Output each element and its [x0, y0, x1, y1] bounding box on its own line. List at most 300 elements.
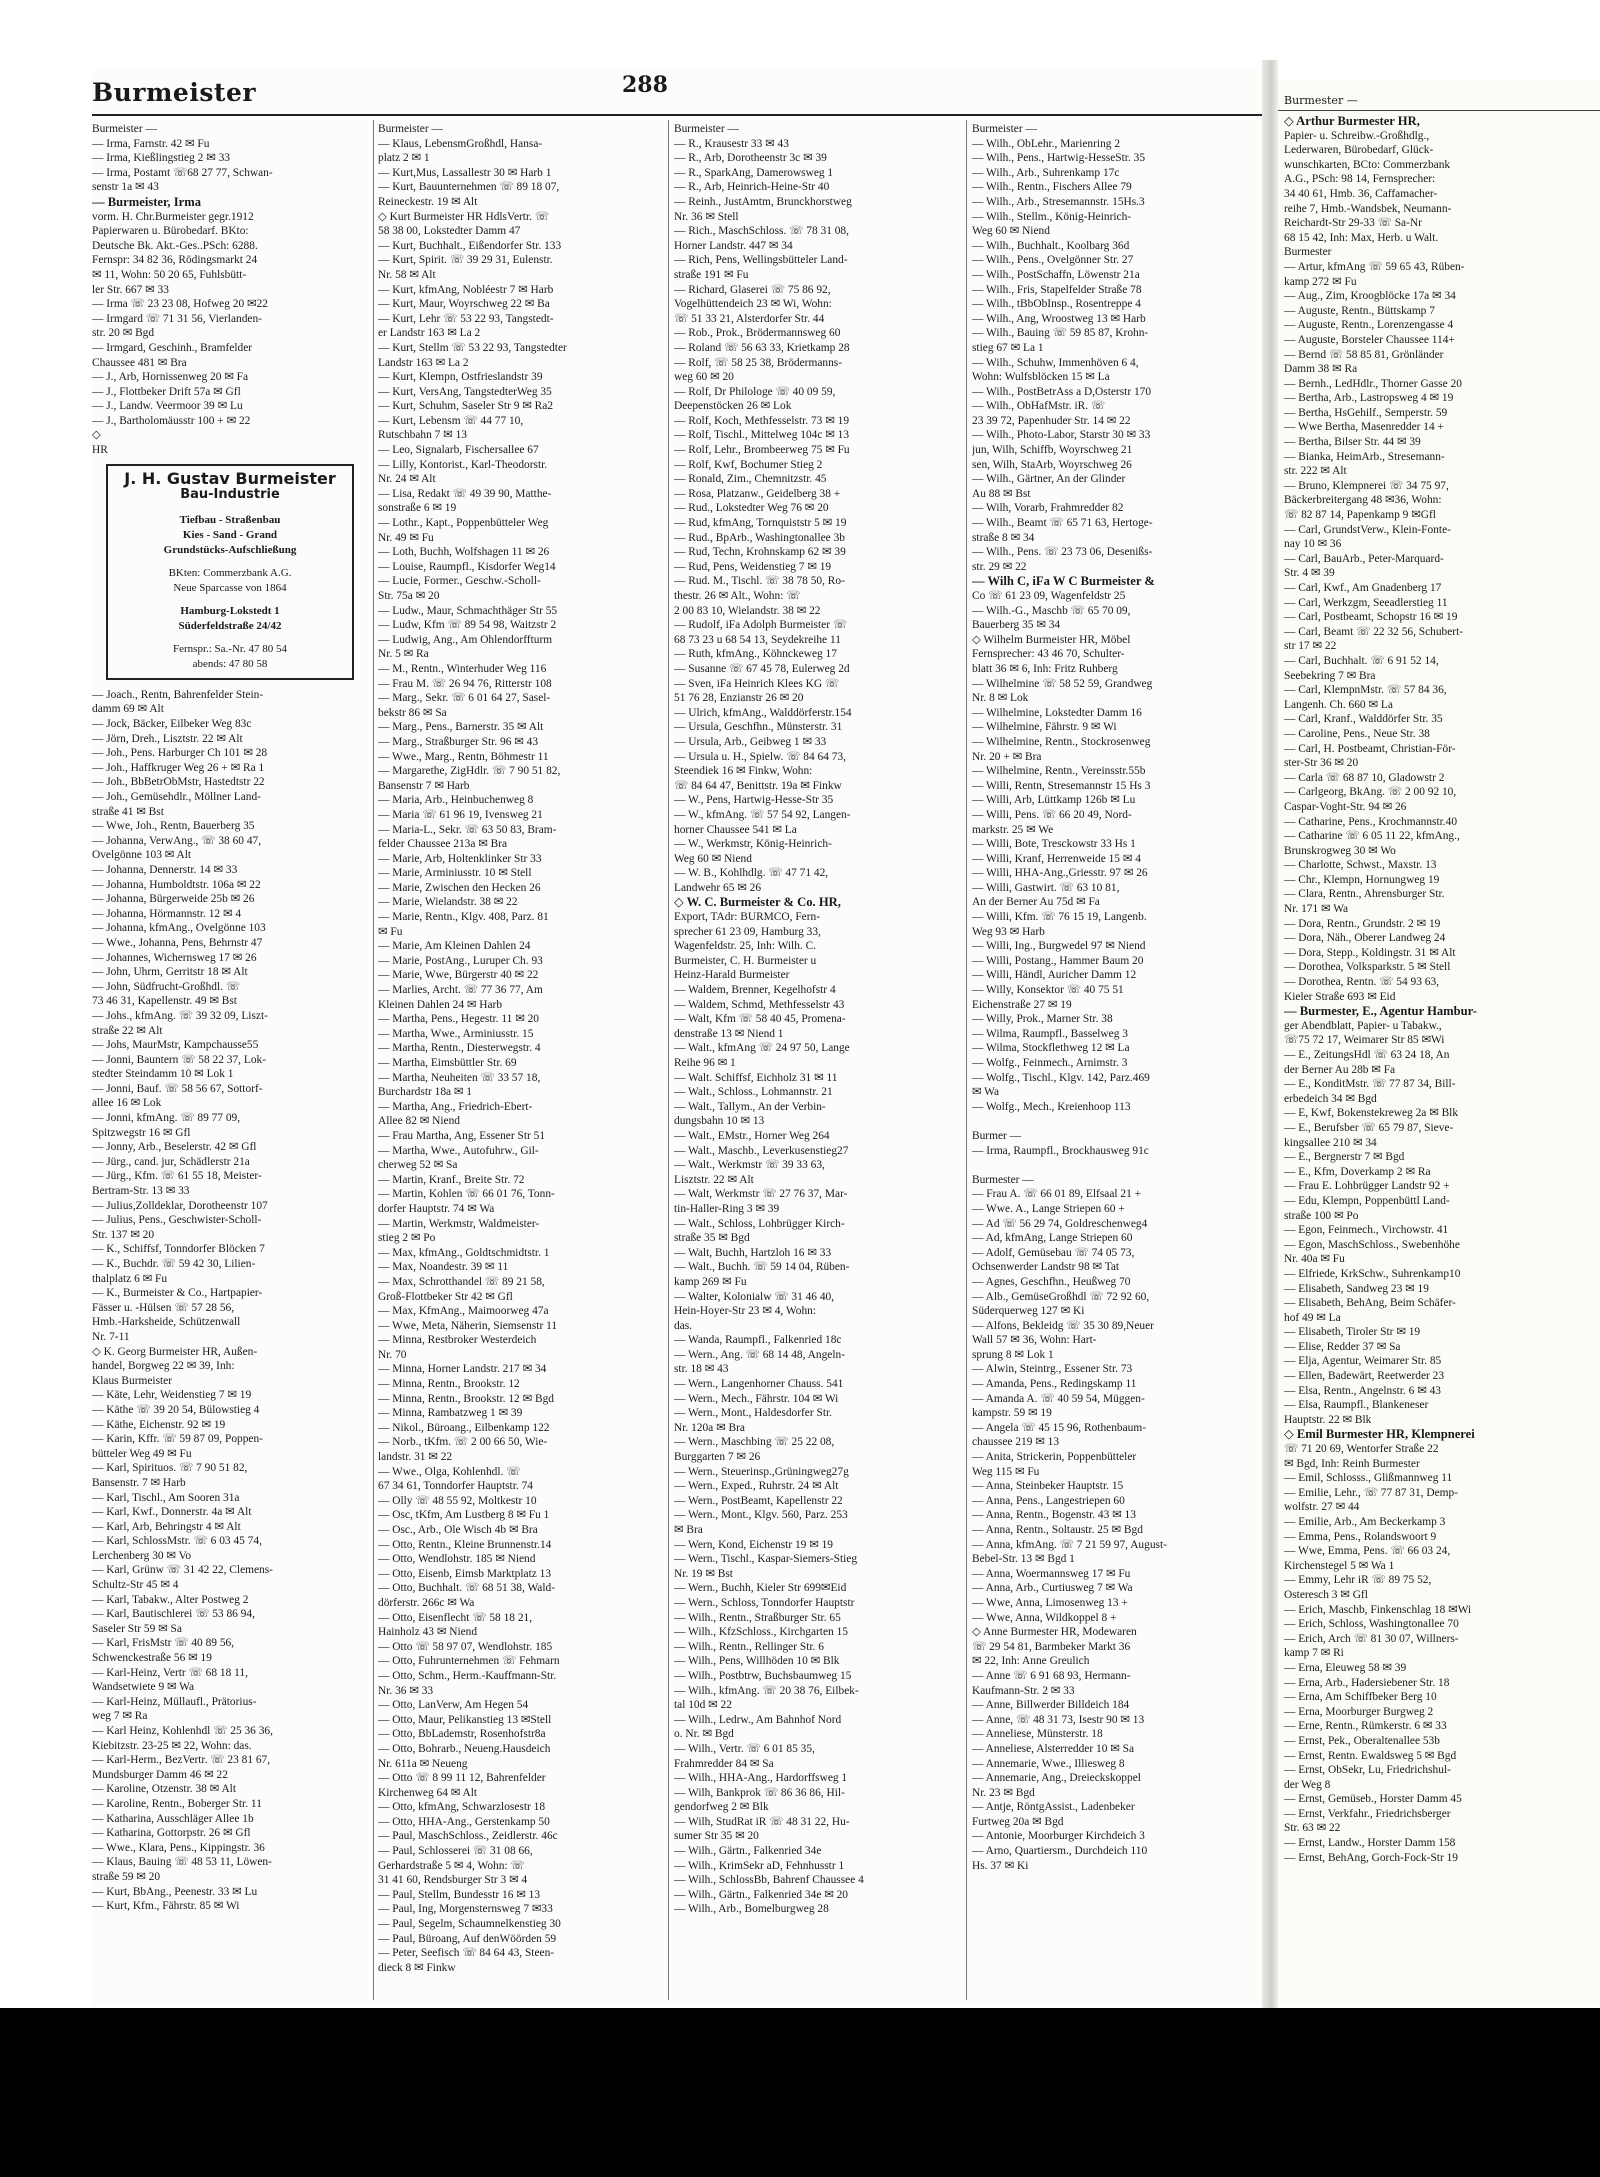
directory-entry-line: — Otto, kfmAng, Schwarzlosestr 18	[378, 1801, 546, 1814]
directory-entry-line: Burggarten 7 ✉ 26	[674, 1451, 761, 1464]
directory-entry-line: — Willi, Arb, Lüttkamp 126b ✉ Lu	[972, 794, 1136, 807]
directory-entry-line: — J., Arb, Hornissenweg 20 ✉ Fa	[92, 371, 249, 384]
directory-entry-line: ✉ Bgd, Inh: Reinh Burmester	[1284, 1457, 1420, 1470]
directory-entry-line: — J., Flottbeker Drift 57a ✉ Gfl	[92, 385, 241, 398]
directory-entry-line: straße 191 ✉ Fu	[674, 268, 749, 281]
directory-entry-line: — Rud, kfmAng, Tornquiststr 5 ✉ 19	[674, 517, 847, 530]
directory-entry-line: — Martha, Wwe., Autofuhrw., Gil-	[378, 1144, 539, 1157]
directory-entry-line: — E., ZeitungsHdl ☏ 63 24 18, An	[1284, 1049, 1450, 1061]
directory-entry-line: — Frau M. ☏ 26 94 76, Ritterstr 108	[378, 677, 552, 690]
directory-entry-line: das.	[674, 1319, 693, 1332]
directory-entry-line: Lederwaren, Bürobedarf, Glück-	[1284, 144, 1434, 157]
directory-entry-line: — Otto, Eisenb, Eimsb Marktplatz 13	[378, 1567, 552, 1580]
ad-text-line: Neue Sparcasse von 1864	[173, 581, 287, 594]
directory-entry-line: str. 18 ✉ 43	[674, 1363, 729, 1376]
directory-entry-line: — Paul, Büroang, Auf denWöörden 59	[378, 1932, 557, 1945]
directory-entry-line: — Ludw., Maur, Schmachthäger Str 55	[378, 604, 558, 617]
directory-entry-line: — Antonie, Moorburger Kirchdeich 3	[972, 1830, 1145, 1843]
directory-entry-line: — Jonni, Bauntern ☏ 58 22 37, Lok-	[92, 1053, 267, 1066]
directory-entry-line: — Johanna, Hörmannstr. 12 ✉ 4	[92, 907, 242, 920]
directory-entry-line: — Max, kfmAng., Goldtschmidtstr. 1	[378, 1246, 550, 1259]
directory-entry-line: Str. 4 ✉ 39	[1284, 567, 1335, 580]
directory-entry-line: — Wwe., Johanna, Pens, Behrnstr 47	[92, 936, 263, 949]
directory-entry-line: Burmeister, C. H. Burmeister u	[674, 954, 817, 967]
directory-entry-line: ler Str. 667 ✉ 33	[92, 283, 169, 296]
directory-entry-line: kamp 269 ✉ Fu	[674, 1275, 747, 1288]
directory-entry-line: Wagenfeldstr. 25, Inh: Wilh. C.	[674, 940, 817, 953]
directory-entry-line: — Otto, Buchhalt. ☏ 68 51 38, Wald-	[378, 1582, 555, 1595]
hr-marker: HR	[92, 444, 108, 457]
directory-entry-line: — K., Buchdr. ☏ 59 42 30, Lilien-	[92, 1258, 256, 1270]
directory-entry-line: — Ernst, Rentn. Ewaldsweg 5 ✉ Bgd	[1284, 1749, 1457, 1762]
directory-entry-line: — Karl, SchlossMstr. ☏ 6 03 45 74,	[92, 1535, 262, 1548]
directory-entry-line: sprung 8 ✉ Lok 1	[972, 1348, 1054, 1361]
directory-entry-line: Nr. 19 ✉ Bst	[674, 1567, 733, 1580]
directory-entry-line: Vogelhüttendeich 23 ✉ Wi, Wohn:	[674, 298, 832, 311]
directory-entry-line: — Willi, Ing., Burgwedel 97 ✉ Niend	[972, 940, 1146, 953]
directory-entry-line: 68 73 23 u 68 54 13, Seydekreihe 11	[674, 633, 841, 646]
directory-entry-line: — Wilhelmine ☏ 58 52 59, Grandweg	[972, 677, 1153, 690]
directory-entry-line: damm 69 ✉ Alt	[92, 703, 164, 716]
directory-entry-line: — Willy, Konsektor ☏ 40 75 51	[972, 984, 1124, 997]
directory-entry-line: — Kurt, kfmAng, Nobléestr 7 ✉ Harb	[378, 283, 554, 296]
directory-entry-line: Str. 137 ✉ 20	[92, 1228, 155, 1241]
directory-entry-line: — Otto, Rentn., Kleine Brunnenstr.14	[378, 1538, 552, 1551]
directory-entry-line: — Otto, Bohrarb., Neueng.Hausdeich	[378, 1742, 551, 1755]
directory-entry-line: — Carl, Postbeamt, Schopstr 16 ✉ 19	[1284, 611, 1458, 624]
directory-entry-line: straße 8 ✉ 34	[972, 531, 1035, 544]
directory-entry-line: — Wilh., Gärtner, An der Glinder	[972, 473, 1126, 486]
directory-entry-line: Burchardstr 18a ✉ 1	[378, 1086, 473, 1099]
ad-subtitle: Bau-Industrie	[180, 487, 280, 503]
directory-entry-line: — Johanna, Bürgerweide 25b ✉ 26	[92, 893, 255, 906]
directory-entry-line: — Edu, Klempn, Poppenbüttl Land-	[1284, 1194, 1450, 1207]
entries-after-ad	[92, 688, 368, 1914]
directory-entry-line: — Kurt, VersAng, TangstedterWeg 35	[378, 385, 552, 398]
directory-entry-line: — Ernst, Gemüseb., Horster Damm 45	[1284, 1793, 1462, 1806]
directory-entry-line: — Wilh., Rentn., Rellinger Str. 6	[674, 1640, 824, 1653]
directory-entry-line: 67 34 61, Tonndorfer Hauptstr. 74	[378, 1480, 533, 1493]
directory-entry-line: — Alb., GemüseGroßhdl ☏ 72 92 60,	[972, 1290, 1150, 1303]
directory-entry-line: — Jürg., Kfm. ☏ 61 55 18, Meister-	[92, 1170, 262, 1183]
directory-entry-line: — Johs, MaurMstr, Kampchausse55	[92, 1039, 259, 1052]
directory-column-3	[674, 122, 950, 2002]
directory-entry-line: — Ursula u. H., Spielw. ☏ 84 64 73,	[674, 750, 847, 763]
advertisement-box	[106, 464, 354, 680]
directory-entry-line: — Anna, Pens., Langestriepen 60	[972, 1494, 1125, 1507]
directory-entry-line: ☏ 71 20 69, Wentorfer Straße 22	[1284, 1443, 1439, 1456]
directory-entry-line: — Alwin, Steintrg., Essener Str. 73	[972, 1363, 1133, 1376]
directory-entry-line: Spitzwegstr 16 ✉ Gfl	[92, 1126, 191, 1139]
directory-entry-line: — Ad ☏ 56 29 74, Goldreschenweg4	[972, 1217, 1148, 1230]
directory-entry-line: — Paul, Ing, Morgensternsweg 7 ✉33	[378, 1903, 553, 1916]
directory-entry-line: — Carl, Werkzgm, Seeadlerstieg 11	[1284, 596, 1448, 609]
book-gutter	[1262, 60, 1278, 2008]
directory-entry-line: — Erna, Arb., Hadersiebener Str. 18	[1284, 1676, 1450, 1689]
directory-entry-line: — Käthe ☏ 39 20 54, Bülowstieg 4	[92, 1403, 260, 1416]
directory-entry-line: — Catharine ☏ 6 05 11 22, kfmAng.,	[1284, 830, 1460, 843]
directory-entry-line: — Max, KfmAng., Maimoorweg 47a	[378, 1305, 549, 1318]
directory-entry-line: Nr. 24 ✉ Alt	[378, 473, 436, 486]
directory-entry-line: str. 222 ✉ Alt	[1284, 465, 1347, 478]
directory-entry-line: Allee 82 ✉ Niend	[378, 1115, 460, 1128]
directory-entry-line: — Anna, Arb., Curtiusweg 7 ✉ Wa	[972, 1582, 1133, 1595]
directory-entry-line: straße 59 ✉ 20	[92, 1870, 161, 1883]
directory-entry-line: ◇ Kurt Burmeister HR HdlsVertr. ☏	[378, 210, 550, 223]
directory-entry-line: — Wilh., Beamt ☏ 65 71 63, Hertoge-	[972, 517, 1153, 530]
directory-entry-line: — Karl Heinz, Kohlenhdl ☏ 25 36 36,	[92, 1725, 273, 1737]
directory-entry-line: — Bernd ☏ 58 85 81, Grönländer	[1284, 348, 1444, 361]
directory-entry-line: Langenh. Ch. 660 ✉ La	[1284, 698, 1393, 711]
directory-entry-line: Burmeister —	[378, 123, 443, 135]
directory-entry-line: Fernsprecher: 43 46 70, Schulter-	[972, 648, 1125, 661]
ad-text-line: abends: 47 80 58	[192, 657, 268, 670]
directory-entry-line: — Nikol., Büroang., Eilbenkamp 122	[378, 1421, 550, 1434]
directory-entry-line: — Erich, Schloss, Washingtonallee 70	[1284, 1618, 1459, 1631]
directory-entry-line: Str. 75a ✉ 20	[378, 590, 440, 602]
directory-entry-line: — Minna, Horner Landstr. 217 ✉ 34	[378, 1363, 547, 1376]
directory-entry-line: Klaus Burmeister	[92, 1374, 173, 1387]
directory-entry-line: Nr. 40a ✉ Fu	[1284, 1253, 1345, 1266]
directory-entry-line: — Willi, Bote, Tresckowstr 33 Hs 1	[972, 838, 1136, 851]
directory-entry-line: — Walt., Werkmstr ☏ 39 33 63,	[674, 1159, 825, 1172]
directory-entry-line: — Marie, Zwischen den Hecken 26	[378, 881, 541, 894]
directory-entry-line: nay 10 ✉ 36	[1284, 538, 1342, 551]
directory-entry-line: — Paul, Schlosserei ☏ 31 08 66,	[378, 1845, 533, 1858]
directory-entry-line: — Bertha, Arb., Lastropsweg 4 ✉ 19	[1284, 392, 1454, 405]
directory-entry-line: thestr. 26 ✉ Alt., Wohn: ☏	[674, 590, 801, 602]
directory-entry-line: Burmer —	[972, 1129, 1022, 1142]
directory-entry-line: Export, TAdr: BURMCO, Fern-	[674, 911, 821, 924]
directory-entry-line: Co ☏ 61 23 09, Wagenfeldstr 25	[972, 590, 1126, 602]
directory-entry-line: — Wilh, Bankprok ☏ 86 36 86, Hil-	[674, 1786, 845, 1799]
directory-entry-line: — Wilh., Pens., Ovelgönner Str. 27	[972, 254, 1134, 267]
directory-entry-line: ☏ 29 54 81, Barmbeker Markt 36	[972, 1640, 1131, 1653]
directory-entry-line: — Martha, Wwe., Arminiusstr. 15	[378, 1027, 534, 1040]
directory-entry-line: — Wilh., Ang, Wroostweg 13 ✉ Harb	[972, 312, 1146, 325]
directory-entry-line: — Wern., Maschbing ☏ 25 22 08,	[674, 1436, 835, 1449]
directory-entry-line: Ochsenwerder Landstr 98 ✉ Tat	[972, 1261, 1120, 1274]
directory-entry-line: — Aug., Zim, Kroogblöcke 17a ✉ 34	[1284, 290, 1456, 303]
directory-entry-line: Nr. 120a ✉ Bra	[674, 1421, 745, 1434]
directory-entry-line: 31 41 60, Rendsburger Str 3 ✉ 4	[378, 1874, 528, 1887]
directory-entry-line: Ovelgönne 103 ✉ Alt	[92, 849, 192, 862]
directory-entry-line: — Ulrich, kfmAng., Walddörferstr.154	[674, 706, 852, 719]
directory-entry-line: — Rob., Prok., Brödermannsweg 60	[674, 327, 841, 340]
directory-entry-line: Fernspr: 34 82 36, Rödingsmarkt 24	[92, 254, 258, 267]
directory-entry-line: 73 46 31, Kapellenstr. 49 ✉ Bst	[92, 995, 237, 1008]
directory-entry-line: — Katharina, Gottorpstr. 26 ✉ Gfl	[92, 1827, 251, 1840]
directory-entry-line: — Sven, iFa Heinrich Klees KG ☏	[674, 677, 840, 690]
directory-entry-line: kampstr. 59 ✉ 19	[972, 1407, 1052, 1420]
directory-entry-line: — Wwe, Meta, Näherin, Siemsenstr 11	[378, 1319, 558, 1332]
directory-entry-line: sumer Str 35 ✉ 20	[674, 1830, 759, 1843]
directory-entry-line: — Karl-Herm., BezVertr. ☏ 23 81 67,	[92, 1754, 271, 1767]
ad-text-line: Fernspr.: Sa.-Nr. 47 80 54	[173, 642, 287, 655]
directory-entry-line: — Rud, Pens, Weidenstieg 7 ✉ 19	[674, 560, 832, 573]
directory-entry-line: — Karl-Heinz, Müllaufl., Prätorius-	[92, 1695, 257, 1708]
directory-entry-line: Bertram-Str. 13 ✉ 33	[92, 1185, 190, 1198]
directory-entry-line: ✉ Fu	[378, 925, 403, 938]
directory-entry-line: — Bruno, Klempnerei ☏ 34 75 97,	[1284, 479, 1449, 492]
directory-entry-line: — Leo, Signalarb, Fischersallee 67	[378, 444, 539, 457]
directory-entry-line: — Wilh.-G., Maschb ☏ 65 70 09,	[972, 604, 1131, 617]
directory-entry-line: — R., Arb, Dorotheenstr 3c ✉ 39	[674, 152, 827, 165]
directory-entry-line: Au 88 ✉ Bst	[972, 487, 1031, 500]
directory-entry-line: — Ernst, Verkfahr., Friedrichsberger	[1284, 1807, 1451, 1820]
directory-entry-line: — Wilh., Rentn., Fischers Allee 79	[972, 181, 1132, 194]
directory-entry-line: Nr. 20 + ✉ Bra	[972, 750, 1042, 763]
directory-entry-line: Landstr 163 ✉ La 2	[378, 356, 469, 369]
directory-entry-line: — Wilh., Pens., Hartwig-HesseStr. 35	[972, 152, 1146, 165]
directory-entry-line: — Martha, Rentn., Diesterwegstr. 4	[378, 1042, 541, 1055]
directory-entry-line: — Rolf, Tischl., Mittelweg 104c ✉ 13	[674, 429, 850, 442]
directory-entry-line: — Walt., kfmAng ☏ 24 97 50, Lange	[674, 1042, 850, 1055]
directory-entry-line: — Otto, BbLademstr, Rosenhofstr8a	[378, 1728, 546, 1741]
header-rule	[1278, 110, 1600, 111]
directory-entry-line: — Emil, Schlosss., Glißmannweg 11	[1284, 1472, 1453, 1485]
page-header	[92, 70, 1262, 116]
directory-entry-line: — Wwe, Joh., Rentn, Bauerberg 35	[92, 820, 255, 833]
directory-entry-line: — Wilh., Postbtrw, Buchsbaumweg 15	[674, 1669, 852, 1682]
directory-entry-line: — Kurt, Kfm., Fährstr. 85 ✉ Wi	[92, 1900, 240, 1913]
directory-entry-line: — Ernst, Pek., Oberaltenallee 53b	[1284, 1734, 1440, 1747]
directory-entry-line: — Alfons, Bekleidg ☏ 35 30 89,Neuer	[972, 1319, 1154, 1332]
directory-entry-line: — Wilh, StudRat iR ☏ 48 31 22, Hu-	[674, 1815, 850, 1828]
directory-entry-line: — J., Bartholomäusstr 100 + ✉ 22	[92, 414, 251, 427]
directory-entry-line: — Auguste, Borsteler Chaussee 114+	[1284, 333, 1455, 346]
directory-entry-line: — Chr., Klempn, Hornungweg 19	[1284, 873, 1440, 886]
directory-entry-line: Nr. 70	[378, 1348, 407, 1361]
directory-entry-line: — Wilh., SchlossBb, Bahrenf Chaussee 4	[674, 1874, 864, 1887]
directory-entry-line: — Emilie, Arb., Am Beckerkamp 3	[1284, 1516, 1446, 1528]
directory-entry-line: — Johanna, Humboldtstr. 106a ✉ 22	[92, 878, 261, 891]
directory-entry-line: — E, Kwf, Bokenstekreweg 2a ✉ Blk	[1284, 1107, 1459, 1120]
directory-entry-line: — W., Pens, Hartwig-Hesse-Str 35	[674, 794, 834, 807]
directory-entry-line: — Erna, Eleuweg 58 ✉ 39	[1284, 1661, 1407, 1674]
directory-entry-line: — Walt, Kfm ☏ 58 40 45, Promena-	[674, 1013, 846, 1026]
directory-entry-line: — Kurt, Bauunternehmen ☏ 89 18 07,	[378, 181, 560, 194]
directory-entry-line: Lerchenberg 30 ✉ Vo	[92, 1549, 192, 1562]
directory-entry-line: — E., Bergnerstr 7 ✉ Bgd	[1284, 1151, 1405, 1164]
directory-entry-line: — Wwe., Marg., Rentn, Böhmestr 11	[378, 750, 549, 763]
directory-entry-line: — Elsa, Raumpfl., Blankeneser	[1284, 1399, 1429, 1412]
directory-entry-line: — M., Rentn., Winterhuder Weg 116	[378, 662, 547, 675]
directory-entry-line: — Caroline, Pens., Neue Str. 38	[1284, 727, 1430, 740]
directory-entry-line: — E., Berufsber ☏ 65 79 87, Sieve-	[1284, 1121, 1454, 1134]
directory-entry-line: ger Abendblatt, Papier- u Tabakw.,	[1284, 1019, 1442, 1032]
directory-entry-line: — Lothr., Kapt., Poppenbütteler Weg	[378, 517, 549, 530]
directory-entry-line: 2 00 83 10, Wielandstr. 38 ✉ 22	[674, 604, 821, 617]
directory-entry-line: — Elfriede, KrkSchw., Suhrenkamp10	[1284, 1267, 1461, 1280]
directory-entry-line: — Bianka, HeimArb., Stresemann-	[1284, 450, 1445, 463]
directory-entry-line: — Jonni, Bauf. ☏ 58 56 67, Sottorf-	[92, 1082, 263, 1095]
directory-entry-line: — Wilh., Pens. ☏ 23 73 06, Desenißs-	[972, 546, 1153, 559]
directory-entry-line: — Frau Martha, Ang, Essener Str 51	[378, 1129, 546, 1142]
directory-entry-line: — R., Arb, Heinrich-Heine-Str 40	[674, 181, 830, 194]
directory-entry-line: — Marlies, Archt. ☏ 77 36 77, Am	[378, 984, 543, 997]
directory-entry-line: — Adolf, Gemüsebau ☏ 74 05 73,	[972, 1246, 1135, 1259]
directory-entry-line	[972, 1158, 1248, 1173]
directory-entry-line: — Marie, Am Kleinen Dahlen 24	[378, 940, 531, 953]
directory-entry-line: straße 35 ✉ Bgd	[674, 1232, 750, 1245]
column-divider	[668, 120, 669, 2000]
directory-entry-line: — Wanda, Raumpfl., Falkenried 18c	[674, 1334, 842, 1347]
directory-entry-line: — Anne ☏ 6 91 68 93, Hermann-	[972, 1669, 1131, 1682]
directory-entry-line: — Anna, Rentn., Soltaustr. 25 ✉ Bgd	[972, 1524, 1143, 1536]
directory-entry-line: wolfstr. 27 ✉ 44	[1284, 1501, 1360, 1514]
directory-entry-line: platz 2 ✉ 1	[378, 152, 430, 165]
directory-entry-line: — Elise, Redder 37 ✉ Sa	[1284, 1340, 1401, 1353]
directory-entry-line: — Annemarie, Ang., Dreieckskoppel	[972, 1772, 1141, 1785]
directory-entry-line: — Otto, Eisenflecht ☏ 58 18 21,	[378, 1611, 533, 1624]
directory-entry-line: — Willi, Rentn, Stresemannstr 15 Hs 3	[972, 779, 1151, 792]
directory-entry-line: — Martha, Eimsbüttler Str. 69	[378, 1057, 517, 1069]
directory-entry-line: — Kurt, Lehr ☏ 53 22 93, Tangstedt-	[378, 312, 554, 325]
directory-entry-line: dungsbahn 10 ✉ 13	[674, 1115, 765, 1128]
directory-entry-line: sprecher 61 23 09, Hamburg 33,	[674, 925, 821, 938]
directory-entry-line: Brunskrogweg 30 ✉ Wo	[1284, 844, 1396, 857]
directory-entry-line: — Ad, kfmAng, Lange Striepen 60	[972, 1232, 1133, 1245]
directory-entry-line: Horner Landstr. 447 ✉ 34	[674, 239, 793, 252]
directory-entry-line: — Marie, Rentn., Klgv. 408, Parz. 81	[378, 911, 549, 924]
directory-entry-line: — Karl, Bautischlerei ☏ 53 86 94,	[92, 1608, 255, 1621]
directory-entry-line: — Irmgard ☏ 71 31 56, Vierlanden-	[92, 312, 262, 325]
directory-entry-line: — Wilh., Gärtn., Falkenried 34e	[674, 1845, 822, 1858]
directory-entry-line: — Kurt, Klempn, Ostfrieslandstr 39	[378, 371, 543, 384]
directory-entry-line: bekstr 86 ✉ Sa	[378, 706, 447, 719]
directory-entry-line: — Maria ☏ 61 96 19, Ivensweg 21	[378, 808, 543, 821]
directory-entry-line: — Maria-L., Sekr. ☏ 63 50 83, Bram-	[378, 823, 557, 836]
directory-entry-line: — Dorothea, Volksparkstr. 5 ✉ Stell	[1284, 961, 1451, 974]
directory-entry-line: — Willi, Händl, Auricher Damm 12	[972, 969, 1137, 982]
directory-entry-line: ✉ 22, Inh: Anne Greulich	[972, 1655, 1090, 1668]
directory-entry-line: — Louise, Raumpfl., Kisdorfer Weg14	[378, 560, 556, 573]
directory-entry-line: — Wilh., Stellm., König-Heinrich-	[972, 210, 1132, 223]
directory-entry-line: str. 29 ✉ 22	[972, 560, 1027, 573]
directory-entry-line: — Martha, Ang., Friedrich-Ebert-	[378, 1100, 533, 1113]
directory-entry-line: — Richard, Glaserei ☏ 75 86 92,	[674, 283, 831, 296]
directory-entry-line: — Elisabeth, Tiroler Str ✉ 19	[1284, 1326, 1421, 1339]
directory-entry-line: — Carl, Kranf., Walddörfer Str. 35	[1284, 713, 1443, 726]
directory-entry-line: dörferstr. 266c ✉ Wa	[378, 1596, 475, 1609]
directory-entry-line: Hainholz 43 ✉ Niend	[378, 1626, 478, 1639]
directory-entry-line: Bansenstr. 7 ✉ Harb	[92, 1476, 186, 1489]
directory-entry-line: dieck 8 ✉ Finkw	[378, 1961, 456, 1974]
directory-entry-line: — Kurt, Stellm ☏ 53 22 93, Tangstedter	[378, 341, 567, 354]
directory-entry-line: erbedeich 34 ✉ Bgd	[1284, 1092, 1377, 1105]
directory-entry-line: Deepenstöcken 26 ✉ Lok	[674, 400, 792, 413]
directory-entry-line: — Walt., Buchh. ☏ 59 14 04, Rüben-	[674, 1261, 850, 1274]
directory-entry-line	[972, 1114, 1248, 1129]
directory-entry-line: — Wilma, Stockflethweg 12 ✉ La	[972, 1042, 1130, 1055]
directory-entry-line: — Wilh., Gärtn., Falkenried 34e ✉ 20	[674, 1888, 849, 1901]
directory-entry-line: — Julius, Pens., Geschwister-Scholl-	[92, 1214, 262, 1227]
directory-entry-line: — Karoline, Otzenstr. 38 ✉ Alt	[92, 1783, 236, 1796]
directory-entry-line: o. Nr. ✉ Bgd	[674, 1728, 734, 1741]
directory-entry-line: — Wwe, Anna, Limosenweg 13 +	[972, 1596, 1128, 1609]
directory-entry-line: — Rud. M., Tischl. ☏ 38 78 50, Ro-	[674, 575, 845, 588]
directory-entry-line: — Anneliese, Münsterstr. 18	[972, 1728, 1103, 1741]
directory-entry-line: — Burmester, E., Agentur Hambur-	[1284, 1004, 1477, 1019]
directory-entry-line: Nr. 7-11	[92, 1330, 130, 1343]
directory-entry-line: — Wilh, Vorarb, Frahmredder 82	[972, 502, 1124, 515]
directory-entry-line: — K., Burmeister & Co., Hartpapier-	[92, 1287, 263, 1300]
directory-entry-line: — Kurt, Spirit. ☏ 39 29 31, Eulenstr.	[378, 254, 553, 267]
directory-entry-line: — Anna, Steinbeker Hauptstr. 15	[972, 1480, 1124, 1493]
directory-entry-line: — Minna, Rentn., Brookstr. 12	[378, 1378, 520, 1391]
directory-entry-line: Nr. 36 ✉ 33	[378, 1684, 434, 1697]
directory-entry-line: — R., Krausestr 33 ✉ 43	[674, 137, 789, 150]
directory-entry-line: — Wilhelmine, Rentn., Vereinsstr.55b	[972, 765, 1146, 778]
directory-entry-line: Bäckerbreitergang 48 ✉36, Wohn:	[1284, 494, 1442, 507]
directory-entry-line: — Peter, Seefisch ☏ 84 64 43, Steen-	[378, 1947, 555, 1960]
column-divider	[966, 120, 967, 2000]
directory-entry-line: straße 22 ✉ Alt	[92, 1024, 163, 1037]
directory-entry-line: — Auguste, Rentn., Büttskamp 7	[1284, 304, 1435, 317]
directory-entry-line: Hs. 37 ✉ Ki	[972, 1859, 1029, 1872]
directory-entry-line: — Martin, Werkmstr, Waldmeister-	[378, 1217, 540, 1230]
directory-entry-line: — Willy, Prok., Marner Str. 38	[972, 1013, 1113, 1026]
column-divider	[373, 120, 374, 2000]
directory-entry-line: — Wern, Kond, Eichenstr 19 ✉ 19	[674, 1538, 834, 1551]
directory-entry-line: — Martin, Kohlen ☏ 66 01 76, Tonn-	[378, 1188, 555, 1201]
directory-entry-line: — Carla ☏ 68 87 10, Gladowstr 2	[1284, 771, 1445, 784]
directory-entry-line: — Irma ☏ 23 23 08, Hofweg 20 ✉22	[92, 298, 268, 311]
directory-entry-line: — Wolfg., Mech., Kreienhoop 113	[972, 1100, 1131, 1113]
directory-entry-line: horner Chaussee 541 ✉ La	[674, 823, 797, 836]
directory-entry-line: — Wern., Steuerinsp.,Grüningweg27g	[674, 1465, 849, 1478]
directory-entry-line: — Otto, Wendlohstr. 185 ✉ Niend	[378, 1553, 536, 1566]
directory-entry-line: — Waldem, Schmd, Methfesselstr 43	[674, 998, 845, 1011]
directory-entry-line: — Erich, Maschb, Finkenschlag 18 ✉Wi	[1284, 1603, 1472, 1616]
directory-entry-line: Hauptstr. 22 ✉ Blk	[1284, 1413, 1372, 1426]
directory-entry-line: — W., kfmAng. ☏ 57 54 92, Langen-	[674, 808, 851, 821]
directory-entry-line: — Minna, Rambatzweg 1 ✉ 39	[378, 1407, 523, 1420]
directory-entry-line: — Ludwig, Ang., Am Ohlendorffturm	[378, 633, 553, 646]
directory-entry-line: — Rich., MaschSchloss. ☏ 78 31 08,	[674, 225, 849, 238]
directory-entry-line: — Rud., Lokstedter Weg 76 ✉ 20	[674, 502, 829, 515]
directory-entry-line: — Elisabeth, BehAng, Beim Schäfer-	[1284, 1297, 1456, 1310]
directory-entry-line: thalplatz 6 ✉ Fu	[92, 1272, 168, 1285]
directory-entry-line: ☏75 72 17, Weimarer Str 85 ✉Wi	[1284, 1034, 1445, 1047]
directory-entry-line: — Karoline, Rentn., Boberger Str. 11	[92, 1797, 262, 1810]
directory-entry-line: ◇ Anne Burmester HR, Modewaren	[972, 1626, 1137, 1639]
scan-background	[0, 2008, 1600, 2177]
directory-entry-line: — Paul, Segelm, Schaumnelkenstieg 30	[378, 1918, 561, 1931]
directory-entry-line: Kirchenweg 64 ✉ Alt	[378, 1786, 478, 1799]
directory-entry-line: — Rich, Pens, Wellingsbütteler Land-	[674, 254, 848, 267]
directory-entry-line: sen, Wilh, StaArb, Woyrschweg 26	[972, 458, 1132, 471]
directory-entry-line: Bansenstr 7 ✉ Harb	[378, 779, 470, 792]
directory-entry-line: — Wilhelmine, Fährstr. 9 ✉ Wi	[972, 721, 1117, 734]
directory-entry-line: tin-Haller-Ring 3 ✉ 39	[674, 1202, 780, 1215]
ad-lines	[114, 513, 346, 672]
directory-entry-line: — Käthe, Eichenstr. 92 ✉ 19	[92, 1418, 226, 1431]
directory-entry-line: — Ludw, Kfm ☏ 89 54 98, Waitzstr 2	[378, 619, 557, 632]
ad-spacer	[114, 596, 346, 604]
directory-entry-line: stieg 67 ✉ La 1	[972, 341, 1044, 354]
directory-entry-line: — Wilh C, iFa W C Burmeister &	[972, 574, 1155, 589]
directory-entry-line: — Dora, Näh., Oberer Landweg 24	[1284, 932, 1446, 945]
directory-entry-line: — Karl, Kwf., Donnerstr. 4a ✉ Alt	[92, 1506, 252, 1519]
directory-entry-line: — Jürg., cand. jur, Schädlerstr 21a	[92, 1155, 250, 1168]
directory-entry-line: — Carl, KlempnMstr. ☏ 57 84 36,	[1284, 684, 1447, 697]
directory-entry-line: ✉ Bra	[674, 1524, 703, 1536]
directory-entry-line: Deutsche Bk. Akt.-Ges..PSch: 6288.	[92, 239, 258, 252]
directory-entry-line: — Emma, Pens., Rolandswoort 9	[1284, 1530, 1437, 1543]
directory-entry-line: Wohn: Wulfsblöcken 15 ✉ La	[972, 371, 1110, 384]
